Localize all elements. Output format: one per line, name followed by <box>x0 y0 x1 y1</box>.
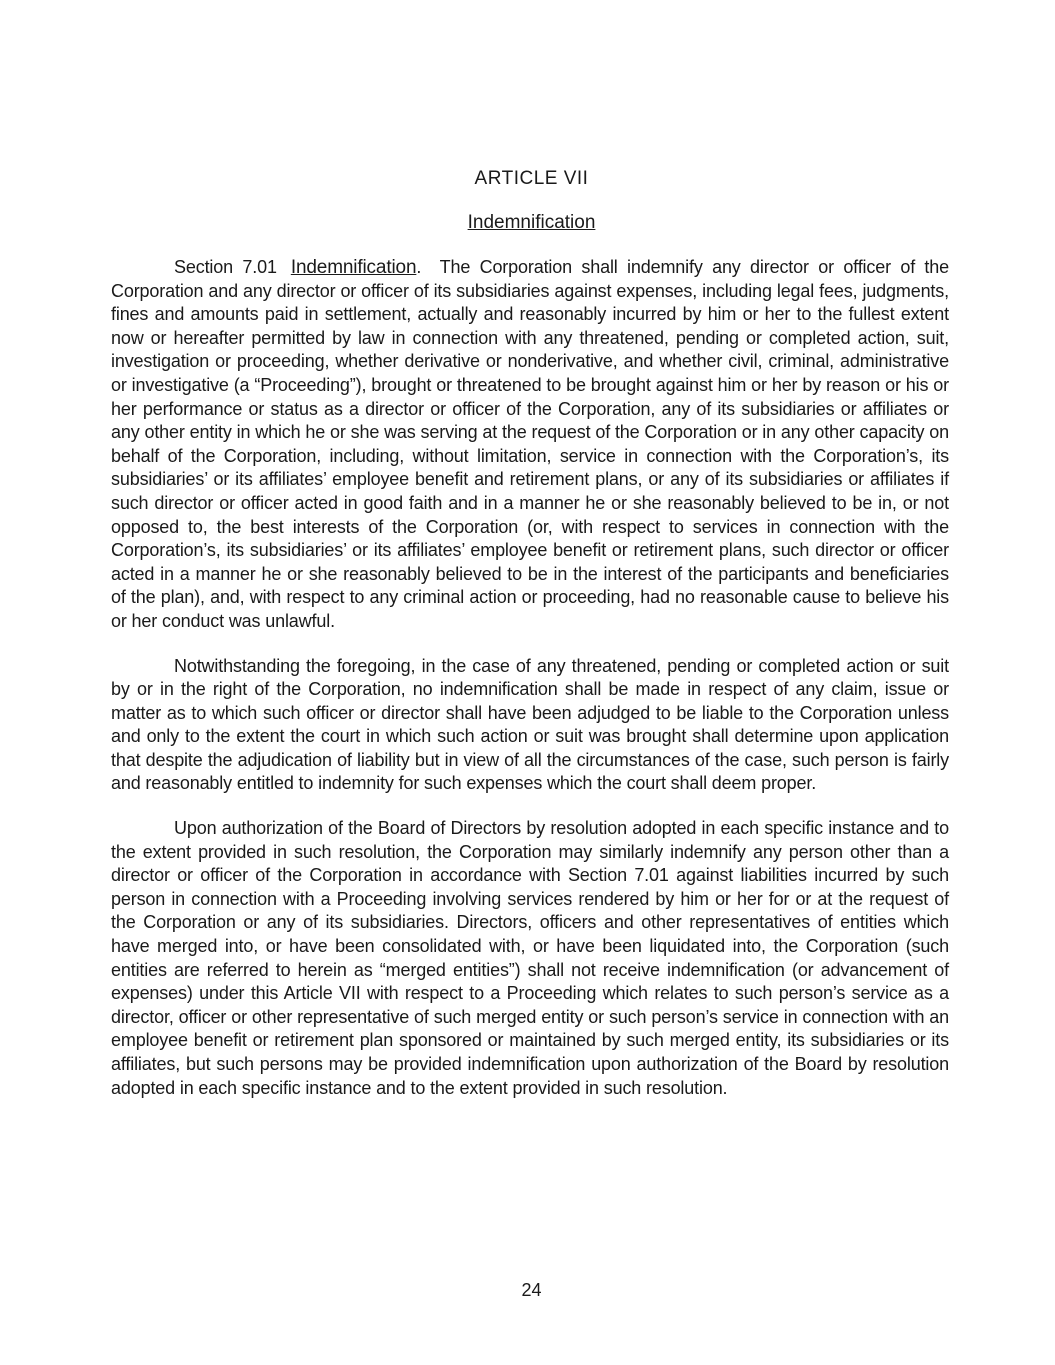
section-label: Section 7.01 <box>174 257 277 277</box>
paragraph-section-7-01 <box>111 256 949 634</box>
section-heading: Indemnification <box>290 257 417 278</box>
article-subtitle: Indemnification <box>467 212 596 233</box>
section-heading-period: . <box>416 257 422 277</box>
paragraph-notwithstanding: Notwithstanding the foregoing, in the case of any threatened, pending or completed action or suit by or in the right of the Corporation, no indemnification shall be made in respect of any claim, issue or matter as to which such officer or director shall have been adjudged to be liable to the Corporation unless and only to the extent the court in which such action or suit was brought shall determine upon application that despite the adjudication of liability but in view of all the circumstances of the case, such person is fairly and reasonably entitled to indemnity for such expenses which the court shall deem proper. <box>111 655 949 794</box>
page-number: 24 <box>521 1280 542 1300</box>
article-title: ARTICLE VII <box>474 168 589 189</box>
paragraph-board-authorization: Upon authorization of the Board of Directors by resolution adopted in each specific instance and to the extent provided in such resolution, the Corporation may similarly indemnify any person other than a director or officer of the Corporation in accordance with Section 7.01 against liabilities incurred by such person in connection with a Proceeding involving services rendered by him or her for or at the request of the Corporation or any of its subsidiaries. Directors, officers and other representatives of entities which have merged into, or have been consolidated with, or have been liquidated into, the Corporation (such entities are referred to herein as “merged entities”) shall not receive indemnification (or advancement of expenses) under this Article VII with respect to a Proceeding which relates to such person’s service as a director, officer or other representative of such merged entity or such person’s service in connection with an employee benefit or retirement plan sponsored or maintained by such merged entity, its subsidiaries or its affiliates, but such persons may be provided indemnification upon authorization of the Board by resolution adopted in each specific instance and to the extent provided in such resolution. <box>111 818 949 1098</box>
paragraph-1-body: The Corporation shall indemnify any director or officer of the Corporation and any director or officer of its subsidiaries against expenses, including legal fees, judgments, fines and amounts paid in settlement, actually and reasonably incurred by him or her to the fullest extent now or hereafter permitted by law in connection with any threatened, pending or completed action, suit, investigation or proceeding, whether derivative or nonderivative, and whether civil, criminal, administrative or investigative (a “Proceeding”), brought or threatened to be brought against him or her by reason or his or her performance or status as a director or officer of the Corporation, any of its subsidiaries or affiliates or any other entity in which he or she was serving at the request of the Corporation or in any other capacity on behalf of the Corporation, including, without limitation, service in connection with the Corporation’s, its subsidiaries’ or its affiliates’ employee benefit and retirement plans, or any of its subsidiaries or affiliates if such director or officer acted in good faith and in a manner he or she reasonably believed to be in, or not opposed to, the best interests of the Corporation (or, with respect to services in connection with the Corporation’s, its subsidiaries’ or its affiliates’ employee benefit or retirement plans, such director or officer acted in a manner he or she reasonably believed to be in the interest of the participants and beneficiaries of the plan), and, with respect to any criminal action or proceeding, had no reasonable cause to believe his or her conduct was unlawful. <box>111 257 949 631</box>
document-body <box>111 256 949 1121</box>
